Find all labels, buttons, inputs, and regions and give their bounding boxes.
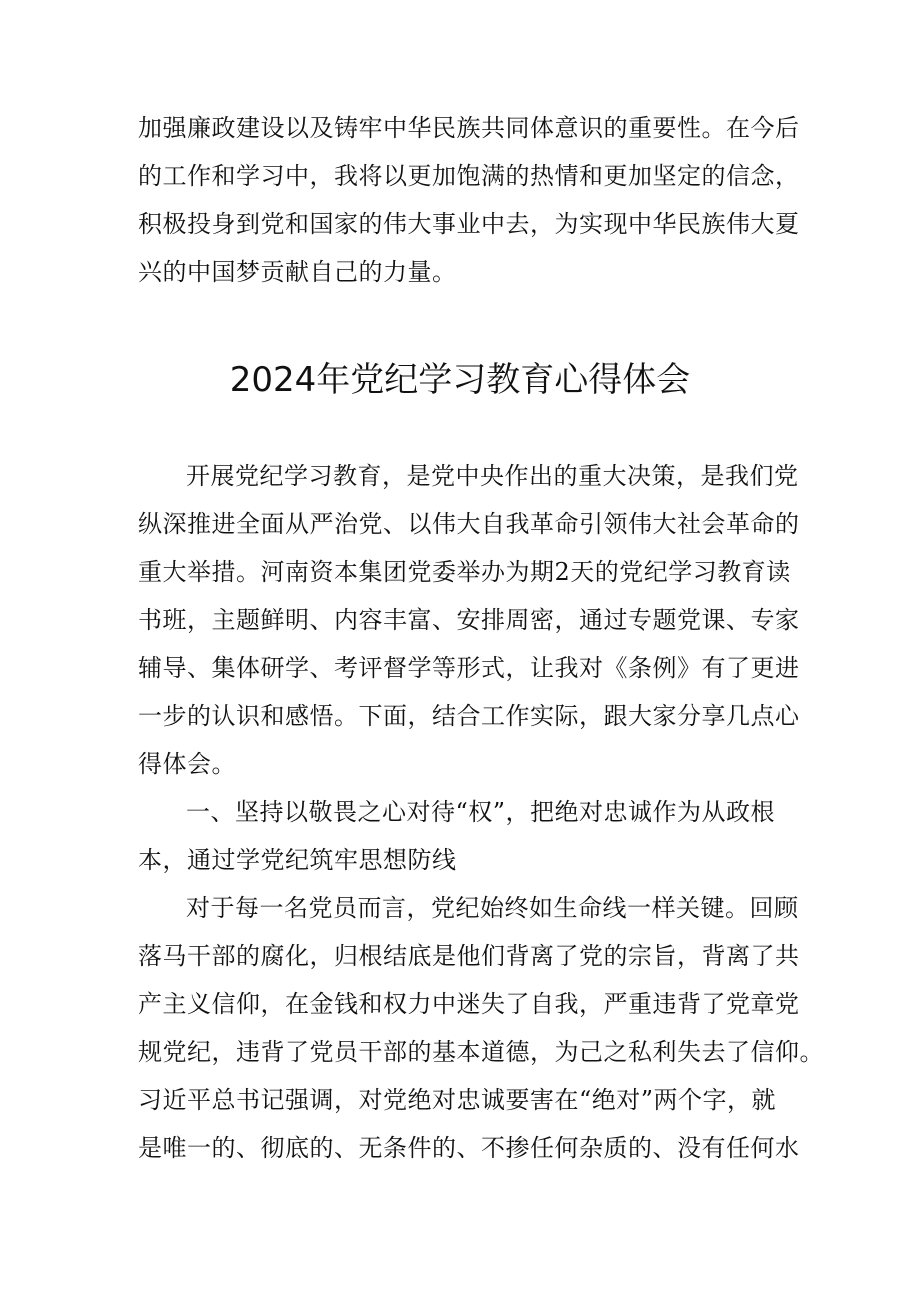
paragraph-line: 重大举措。河南资本集团党委举办为期2天的党纪学习教育读: [138, 558, 791, 586]
paragraph-line: 对于每一名党员而言，党纪始终如生命线一样关键。回顾: [186, 894, 799, 922]
paragraph-line: 辅导、集体研学、考评督学等形式，让我对《条例》有了更进: [138, 654, 800, 682]
paragraph-line: 一步的认识和感悟。下面，结合工作实际，跟大家分享几点心: [138, 702, 800, 730]
paragraph-line: 纵深推进全面从严治党、以伟大自我革命引领伟大社会革命的: [138, 510, 800, 538]
document-title: 2024年党纪学习教育心得体会: [229, 360, 691, 400]
intro-line: 积极投身到党和国家的伟大事业中去，为实现中华民族伟大夏: [138, 210, 800, 238]
section-heading-line: 本，通过学党纪筑牢思想防线: [138, 846, 457, 874]
paragraph-line: 规党纪，违背了党员干部的基本道德，为己之私利失去了信仰。: [138, 1038, 824, 1066]
paragraph-line: 是唯一的、彻底的、无条件的、不掺任何杂质的、没有任何水: [138, 1134, 800, 1162]
paragraph-line: 得体会。: [138, 750, 236, 778]
intro-line: 加强廉政建设以及铸牢中华民族共同体意识的重要性。在今后: [138, 114, 800, 142]
paragraph-line: 习近平总书记强调，对党绝对忠诚要害在“绝对”两个字，就: [138, 1086, 777, 1114]
paragraph-line: 产主义信仰，在金钱和权力中迷失了自我，严重违背了党章党: [138, 990, 800, 1018]
intro-line: 兴的中国梦贡献自己的力量。: [138, 258, 457, 286]
paragraph-line: 书班，主题鲜明、内容丰富、安排周密，通过专题党课、专家: [138, 606, 800, 634]
paragraph-line: 落马干部的腐化，归根结底是他们背离了党的宗旨，背离了共: [138, 942, 800, 970]
section-heading-line: 一、坚持以敬畏之心对待“权”，把绝对忠诚作为从政根: [186, 798, 776, 826]
intro-line: 的工作和学习中，我将以更加饱满的热情和更加坚定的信念，: [138, 162, 800, 190]
paragraph-line: 开展党纪学习教育，是党中央作出的重大决策，是我们党: [186, 462, 799, 490]
